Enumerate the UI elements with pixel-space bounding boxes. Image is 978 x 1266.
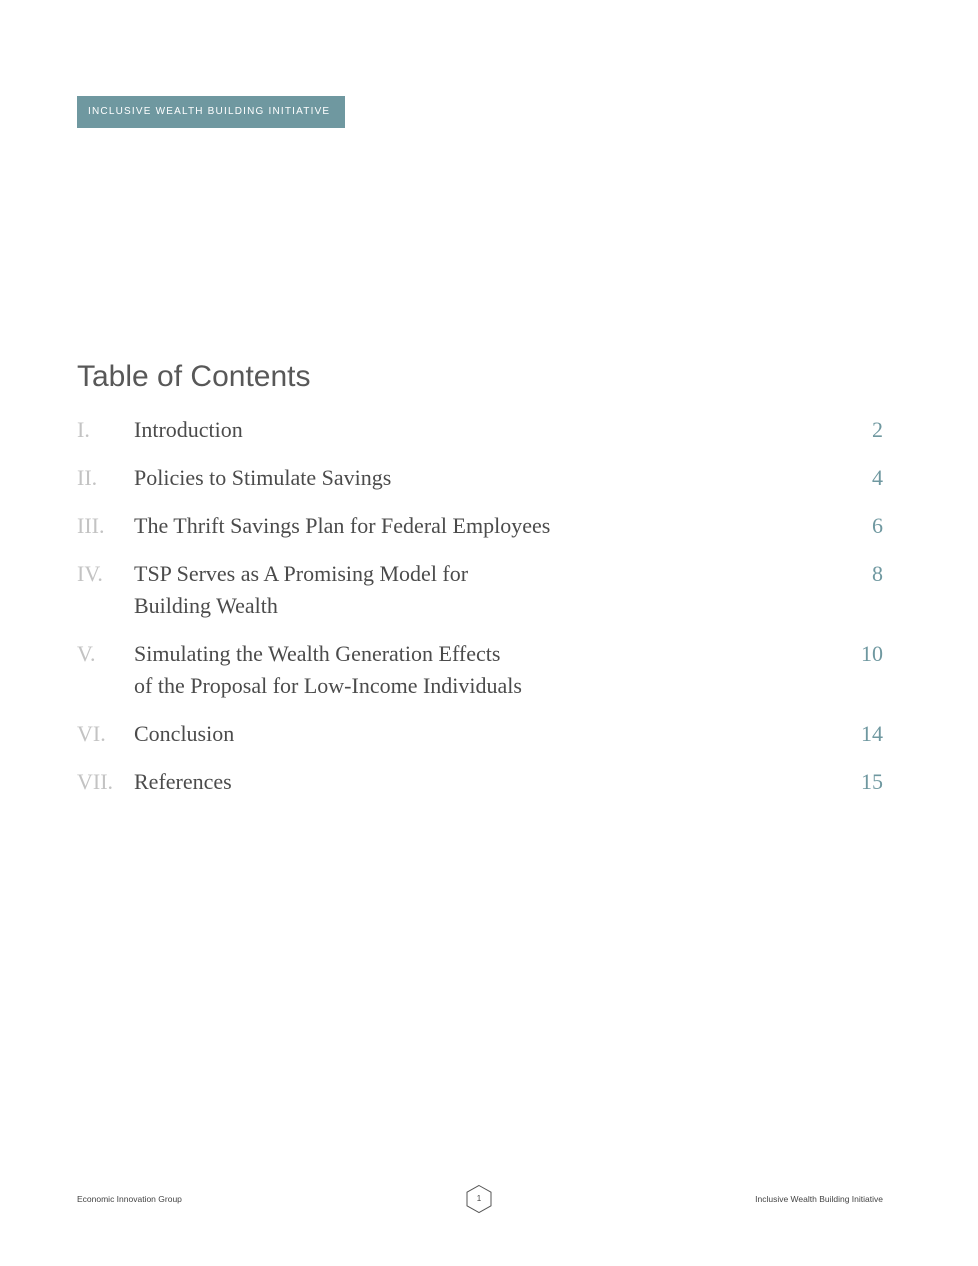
toc-entry-numeral: III. (77, 513, 105, 538)
toc-entry-references[interactable] (77, 766, 883, 798)
toc-entry-label[interactable]: TSP Serves as A Promising Model for Building Wealth (134, 561, 469, 618)
toc-entry-thrift-savings-plan[interactable] (77, 510, 883, 542)
page-number: 1 (476, 1194, 482, 1203)
footer-initiative: Inclusive Wealth Building Initiative (755, 1194, 883, 1204)
toc-entry-policies[interactable] (77, 462, 883, 494)
toc-entry-label[interactable]: References (134, 769, 232, 794)
toc-entry-tsp-model[interactable] (77, 558, 883, 622)
page-number-badge (465, 1184, 493, 1214)
toc-entry-page: 2 (872, 417, 883, 442)
toc-entry-numeral: VI. (77, 721, 106, 746)
toc-entry-simulating-wealth[interactable] (77, 638, 883, 702)
toc-entry-introduction[interactable] (77, 414, 883, 446)
footer-organization: Economic Innovation Group (77, 1194, 182, 1204)
toc-entry-numeral: V. (77, 641, 96, 666)
toc-entry-numeral: IV. (77, 561, 103, 586)
initiative-banner (77, 96, 345, 128)
toc-entry-numeral: I. (77, 417, 90, 442)
toc-entry-numeral: II. (77, 465, 98, 490)
toc-entry-label[interactable]: Simulating the Wealth Generation Effects of the Proposal for Low-Income Individuals (134, 641, 522, 698)
toc-entry-page: 6 (872, 513, 883, 538)
toc-list (77, 414, 883, 814)
toc-entry-page: 14 (861, 721, 883, 746)
initiative-banner-text: INCLUSIVE WEALTH BUILDING INITIATIVE (88, 106, 331, 117)
toc-entry-label[interactable]: Introduction (134, 417, 243, 442)
toc-title: Table of Contents (77, 360, 311, 393)
toc-entry-page: 15 (861, 769, 883, 794)
toc-entry-numeral: VII. (77, 769, 114, 794)
toc-entry-label[interactable]: Policies to Stimulate Savings (134, 465, 392, 490)
toc-entry-page: 4 (872, 465, 883, 490)
toc-entry-label[interactable]: Conclusion (134, 721, 235, 746)
toc-entry-conclusion[interactable] (77, 718, 883, 750)
toc-entry-label[interactable]: The Thrift Savings Plan for Federal Employees (134, 513, 551, 538)
toc-entry-page: 8 (872, 561, 883, 586)
toc-entry-page: 10 (861, 641, 883, 666)
